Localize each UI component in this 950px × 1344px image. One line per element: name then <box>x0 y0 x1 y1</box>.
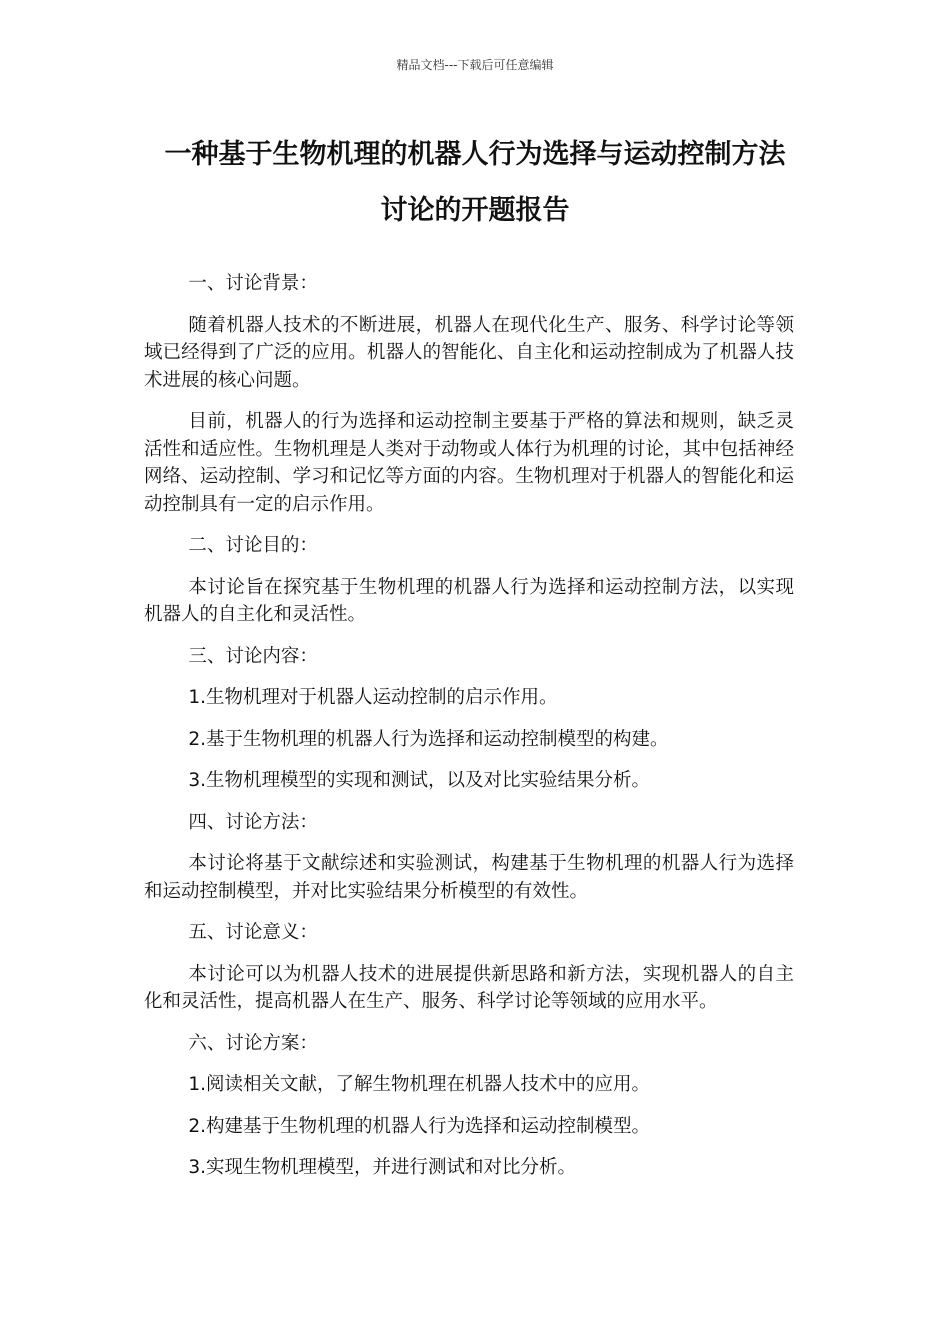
section-heading-background: 一、讨论背景： <box>188 273 318 294</box>
section-heading-significance: 五、讨论意义： <box>188 922 318 943</box>
document-title-line-2: 讨论的开题报告 <box>380 195 570 226</box>
paragraph-purpose: 本讨论旨在探究基于生物机理的机器人行为选择和运动控制方法，以实现机器人的自主化和灵活性。 <box>144 576 794 625</box>
document-body <box>144 270 794 1196</box>
section-heading-purpose: 二、讨论目的： <box>188 535 318 556</box>
paragraph-method: 本讨论将基于文献综述和实验测试，构建基于生物机理的机器人行为选择和运动控制模型，并对比实验结果分析模型的有效性。 <box>144 853 794 902</box>
content-list-item: 2.基于生物机理的机器人行为选择和运动控制模型的构建。 <box>188 728 669 750</box>
plan-list-item: 2.构建基于生物机理的机器人行为选择和运动控制模型。 <box>188 1115 651 1137</box>
content-list-item: 3.生物机理模型的实现和测试，以及对比实验结果分析。 <box>188 770 651 791</box>
paragraph-significance: 本讨论可以为机器人技术的进展提供新思路和新方法，实现机器人的自主化和灵活性，提高机器人在生产、服务、科学讨论等领域的应用水平。 <box>144 963 794 1012</box>
section-heading-plan: 六、讨论方案： <box>188 1032 318 1054</box>
plan-list-item: 1.阅读相关文献，了解生物机理在机器人技术中的应用。 <box>188 1074 651 1095</box>
paragraph-background-1: 随着机器人技术的不断进展，机器人在现代化生产、服务、科学讨论等领域已经得到了广泛的应用。机器人的智能化、自主化和运动控制成为了机器人技术进展的核心问题。 <box>144 314 794 391</box>
section-heading-method: 四、讨论方法： <box>188 811 318 833</box>
document-title-line-1: 一种基于生物机理的机器人行为选择与运动控制方法 <box>164 139 786 170</box>
plan-list-item: 3.实现生物机理模型，并进行测试和对比分析。 <box>188 1157 577 1178</box>
paragraph-background-2: 目前，机器人的行为选择和运动控制主要基于严格的算法和规则，缺乏灵活性和适应性。生物机理是人类对于动物或人体行为机理的讨论，其中包括神经网络、运动控制、学习和记忆等方面的内容。生物机理对于机器人的智能化和运动控制具有一定的启示作用。 <box>144 411 794 515</box>
content-list-item: 1.生物机理对于机器人运动控制的启示作用。 <box>188 687 558 708</box>
header-note: 精品文档---下载后可任意编辑 <box>396 58 554 72</box>
section-heading-content: 三、讨论内容： <box>188 645 318 667</box>
